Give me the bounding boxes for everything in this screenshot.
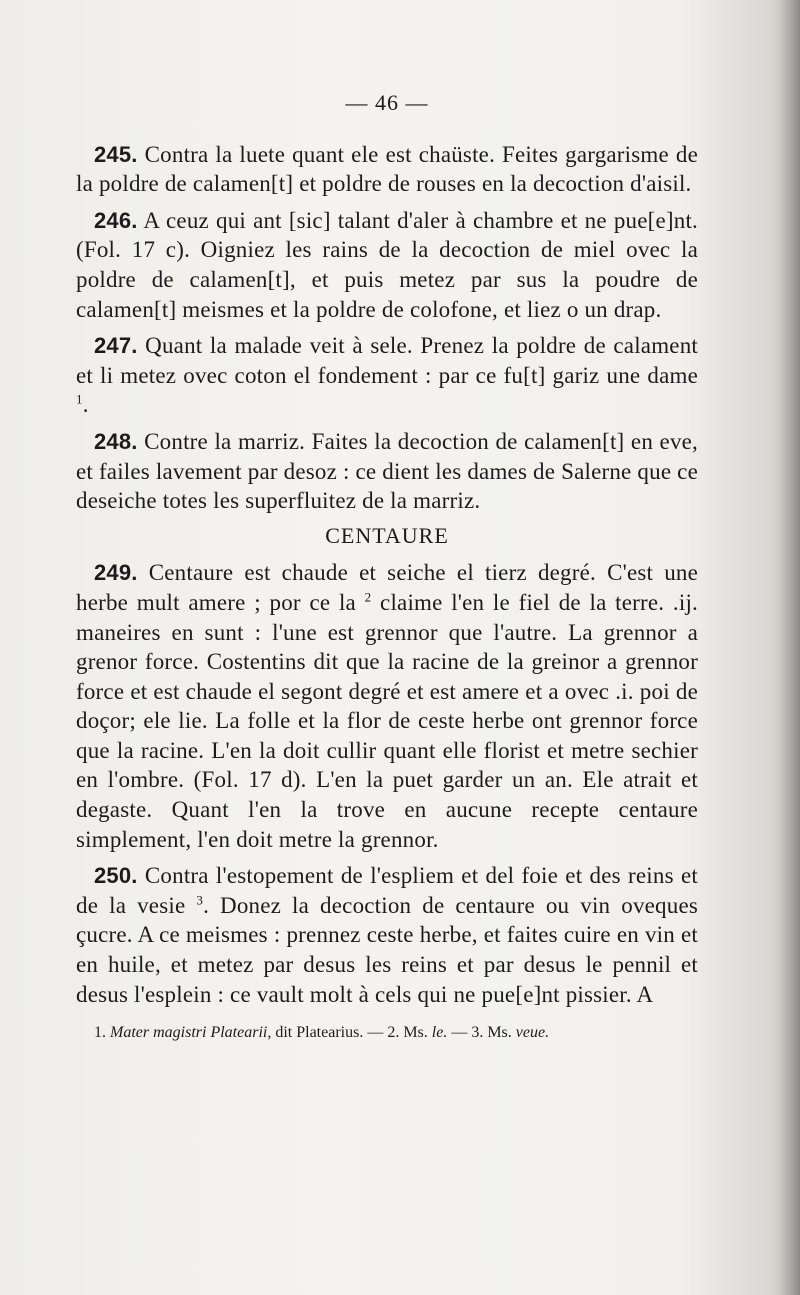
paragraph-text: Quant la malade veit à sele. Prenez la poldre de calament et li metez ovec coton el fondement : par ce fu[t] gariz une dame bbox=[76, 333, 699, 388]
paragraph-text: Contre la marriz. Faites la decoction de calamen[t] en eve, et failes lavement par desoz : ce dient les dames de Salerne que ce deseiche totes les superfluitez de la marriz. bbox=[76, 428, 698, 514]
footnote-ref-1: 1 bbox=[76, 391, 83, 407]
paragraph-number: 249. bbox=[94, 560, 138, 586]
footnote-3-number: 3. Ms. bbox=[471, 1024, 512, 1042]
paragraph-245 bbox=[76, 140, 698, 199]
paragraph-text-start: Centaure est chaude et seiche el tierz degré. C'est une herbe mult amere ; por ce la bbox=[76, 560, 698, 615]
paragraph-248 bbox=[76, 427, 698, 516]
paragraph-number: 250. bbox=[94, 863, 138, 889]
footnote-ref-2: 2 bbox=[364, 589, 372, 605]
footnote-1-number: 1. bbox=[94, 1024, 106, 1042]
page-number: — 46 — bbox=[345, 90, 429, 115]
paragraph-text: Contra la luete quant ele est chaüste. Feites gargarisme de la poldre de calamen[t] et poldre de rouses en la decoction d'aisil. bbox=[76, 141, 698, 197]
footnote-2-text: — bbox=[451, 1024, 468, 1042]
paragraph-text: . Donez la decoction de centaure ou vin oveques çucre. A ce meismes : prennez ceste herbe, et faites cuire en vin et en huile, et metez par desus les reins et par desus le pennil et desus l'esplein : ce vault molt à cels qui ne pue[e]nt pissier. A bbox=[76, 892, 699, 1007]
paragraph-text: claime l'en le fiel de la terre. .ij. maneires en sunt : l'une est grennor que l'autre. La grennor a grenor force. Costentins dit que la racine de la greinor a grennor force et est chaude el segont degré et est amere et a ovec .i. poi de doçor; ele lie. La folle et la flor de ceste herbe ont grennor force que la racine. L'en la doit cullir quant elle florist et metre sechier en l'ombre. (Fol. 17 d). L'en la puet garder un an. Ele atrait et degaste. Quant l'en la trove en aucune recepte centaure simplement, l'en doit metre la grennor. bbox=[76, 589, 699, 852]
paragraph-247 bbox=[76, 331, 698, 420]
paragraph-text-start: Contra l'estopement de l'espliem et del foie et des reins et de la vesie bbox=[76, 863, 698, 918]
footnotes bbox=[76, 1023, 698, 1042]
paragraph-number: 246. bbox=[94, 207, 138, 233]
footnote-1-italic: Mater magistri Platearii, bbox=[110, 1024, 272, 1042]
paragraph-text: A ceuz qui ant [sic] talant d'aler à chambre et ne pue[e]nt. (Fol. 17 c). Oigniez les rains de la decoction de miel ovec la poldre de calamen[t], et puis metez par sus la poudre de calamen[t] meismes et la poldre de colofone, et liez o un drap. bbox=[76, 207, 698, 322]
footnote-2-italic: le. bbox=[431, 1024, 448, 1042]
paragraph-text-end: . bbox=[82, 392, 89, 418]
paragraph-250 bbox=[76, 861, 698, 1009]
footnote-ref-3: 3 bbox=[196, 892, 204, 908]
footnote-1-text: dit Platearius. — bbox=[275, 1024, 384, 1042]
page-edge-shadow bbox=[778, 0, 800, 1295]
footnote-2-number: 2. Ms. bbox=[387, 1024, 428, 1042]
paragraph-246 bbox=[76, 206, 698, 324]
page-text-block bbox=[76, 88, 698, 1042]
section-heading: CENTAURE bbox=[325, 522, 449, 548]
paragraph-number: 248. bbox=[94, 428, 138, 454]
paragraph-number: 247. bbox=[94, 333, 138, 359]
paragraph-number: 245. bbox=[94, 141, 138, 167]
paragraph-249 bbox=[76, 558, 698, 854]
footnote-3-italic: veue. bbox=[515, 1024, 550, 1042]
